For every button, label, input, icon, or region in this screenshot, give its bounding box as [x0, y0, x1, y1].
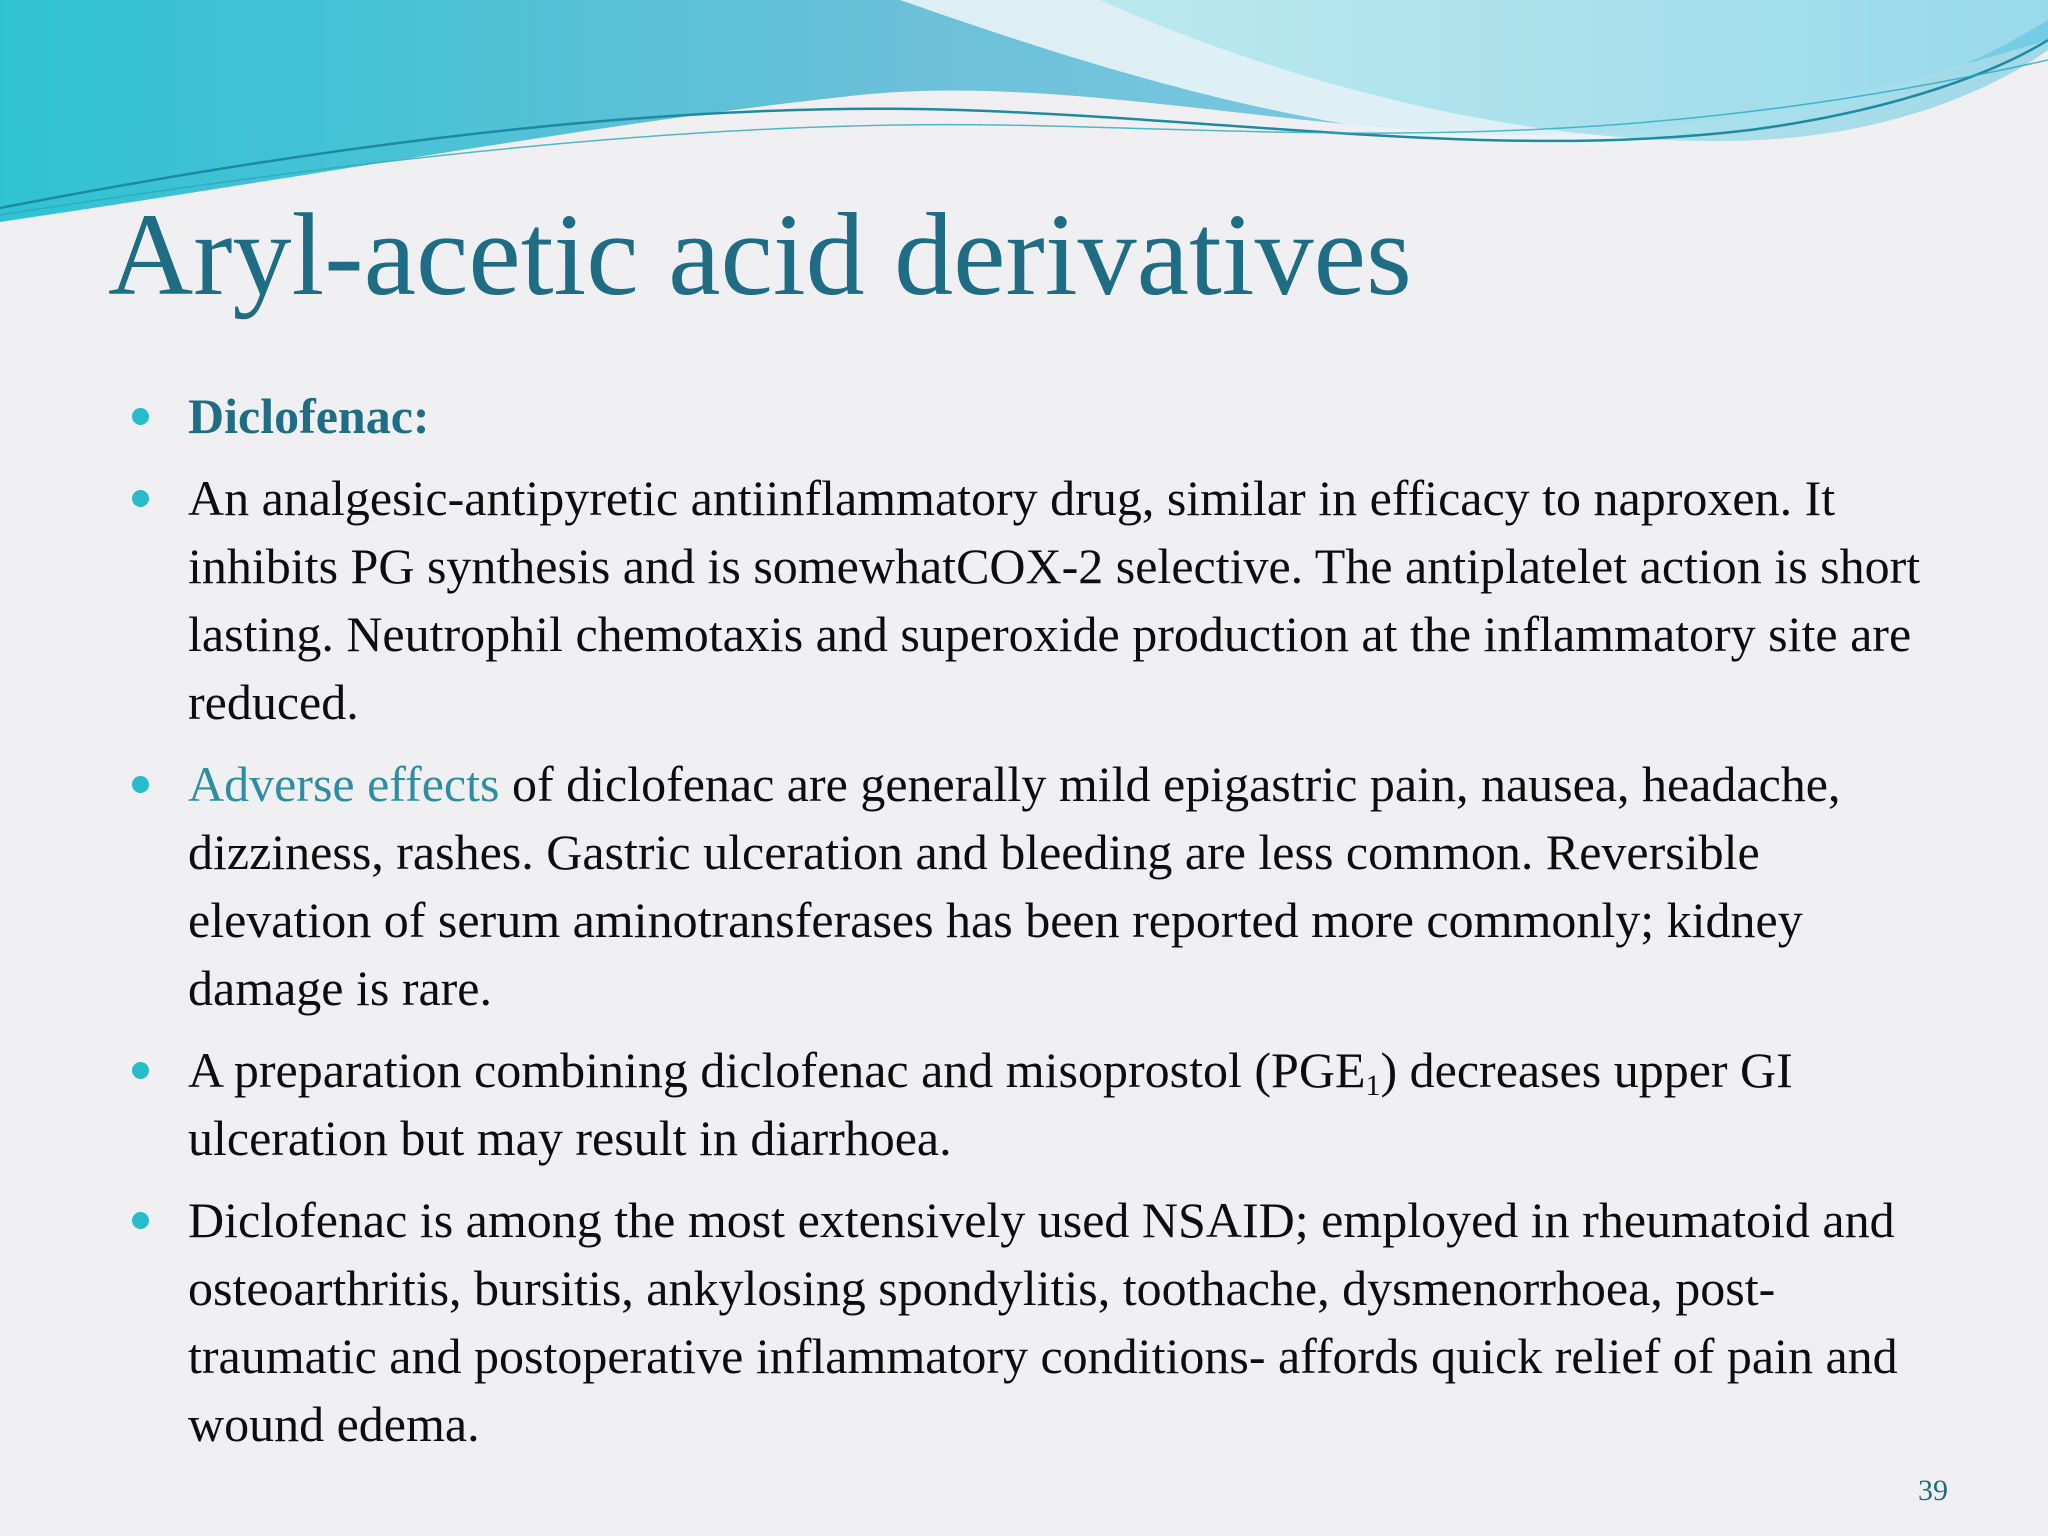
bullet-accent-text: Adverse effects: [188, 756, 500, 812]
bullet-text: ) decreases upper GI ulceration but may result in diarrhoea.: [188, 1042, 1793, 1166]
bullet-item: [128, 464, 1928, 736]
bullet-text: An analgesic-antipyretic antiinflammatory drug, similar in efficacy to naproxen. It inhibits PG synthesis and is somewhatCOX-2 selective. The antiplatelet action is short lasting. Neutrophil chemotaxis and superoxide production at the inflammatory site are reduced.: [188, 470, 1921, 730]
bullet-list: [128, 382, 1928, 1472]
bullet-dot-icon: [132, 1212, 149, 1229]
page-number: 39: [1918, 1474, 1948, 1507]
bullet-subscript: 1: [1365, 1069, 1381, 1102]
bullet-item: [128, 382, 1928, 450]
bullet-dot-icon: [132, 776, 149, 793]
page-title: Aryl-acetic acid derivatives: [108, 189, 1412, 320]
bullet-dot-icon: [132, 408, 149, 425]
bullet-dot-icon: [132, 490, 149, 507]
bullet-item: [128, 1186, 1928, 1458]
bullet-heading: Diclofenac:: [188, 388, 430, 444]
bullet-text: of diclofenac are generally mild epigastric pain, nausea, headache, dizziness, rashes. Gastric ulceration and bleeding are less common. Reversible elevation of serum aminotransferases has been reported more commonly; kidney damage is rare.: [188, 756, 1841, 1016]
bullet-item: [128, 750, 1928, 1022]
bullet-text: A preparation combining diclofenac and misoprostol (PGE: [188, 1042, 1366, 1098]
bullet-item: [128, 1036, 1928, 1172]
bullet-text: Diclofenac is among the most extensively used NSAID; employed in rheumatoid and osteoarthritis, bursitis, ankylosing spondylitis, toothache, dysmenorrhoea, post-traumatic and postoperative inflammatory conditions- affords quick relief of pain and wound edema.: [188, 1192, 1898, 1452]
bullet-dot-icon: [132, 1062, 149, 1079]
